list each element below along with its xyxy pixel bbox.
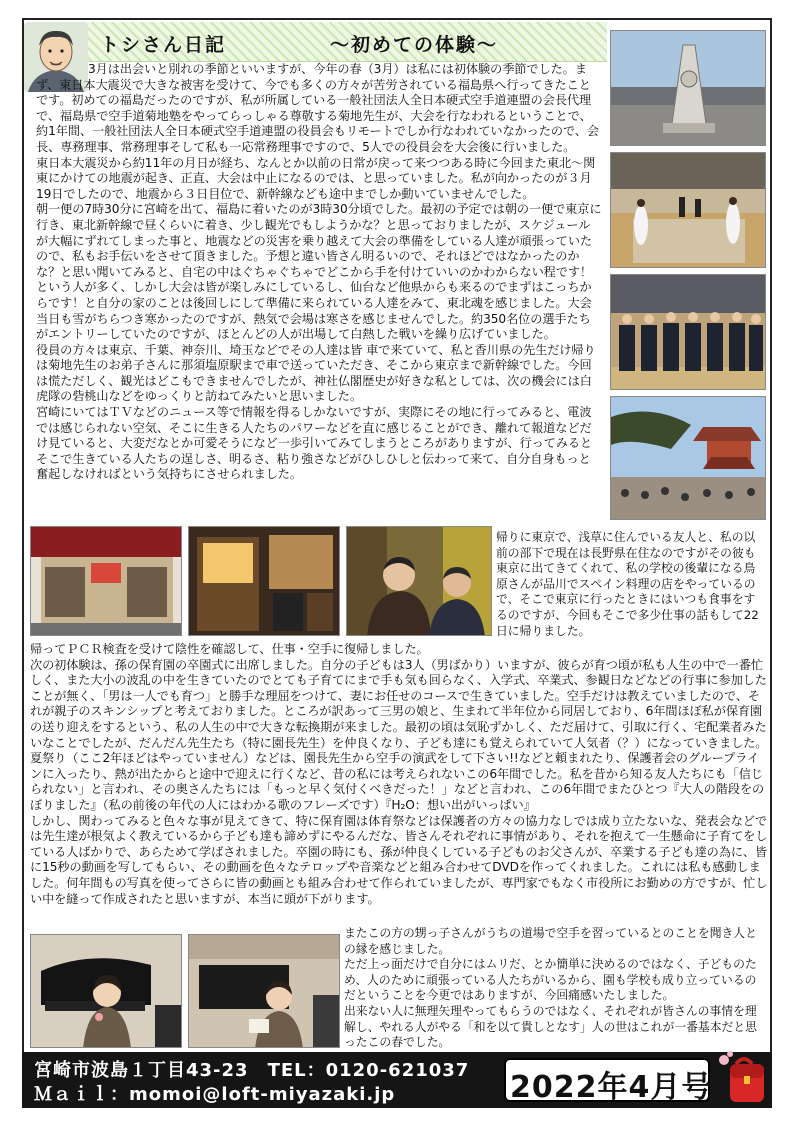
paragraph: 出来ない人に無理矢理やってもらうのではなく、それぞれが皆さんの事情を理解し、やれる人がやる「和を以て貴しとなす」人の世はこれが一番基本だと思ったこの春でした。 [344,1003,757,1050]
paragraph: 東日本大震災から約11年の月日が経ち、なんとか以前の日常が戻って来つつある時に今回また東北～関東にかけての地震が起き、正直、大会は中止になるのでは、と思っていました。私が向かったのが３月19日でしたので、地震から３日目位で、新幹線なども途中までしか動いていませんでした。 [36,155,596,201]
temple-crowd-photo [610,396,766,520]
two-men-restaurant-photo [346,526,492,636]
page-title: トシさん日記 [100,34,227,56]
paragraph: 3月は出会いと別れの季節といいますが、今年の春（3月）は私には初体験の季節でした。まず、東日本大震災で大きな被害を受けて、今でも多くの方々が苦労されている福島県へ行ってきたことです。初めての福島だったのですが、私が所属している一般社団法人全日本硬式空手道連盟の会長代理で、福島県で空手道菊地塾をやってらっしゃる尊敬する菊地先生が、大会を行なわれるということで、約1年間、一般社団法人全日本硬式空手道連盟の役員会もリモートでしか行なわれていなかったので、会長、専務理事、常務理事そして私も一応常務理事ですので、5人での役員会を大会後に行いました。 [36,62,599,154]
station-monument-photo [610,30,766,146]
contact-address: 宮崎市波島１丁目43-23 TEL：0120-621037 [34,1060,470,1081]
article-top [36,62,602,483]
paragraph: 宮崎にいてはＴＶなどのニュース等で情報を得るしかないですが、実際にその地に行ってみると、電波では感じられない空気、そこに生きる人たちのパワーなどを直に感じることができ、離れて報道などだけ見ていると、大変だなとか可愛そうになど一歩引いてみてしまうところがありますが、行ってみるとそこで生きている人たちの逞しさ、明るさ、粘り強さなどがひしひしと伝わって来て、自分自身もっと奮起しなければという気持ちにさせられました。 [36,405,593,482]
graduation-piano-photo-2 [188,934,340,1048]
school-bag-icon [716,1050,772,1106]
graduation-piano-photo-1 [30,934,182,1048]
paragraph: 帰ってＰＣＲ検査を受けて陰性を確認して、仕事・空手に復帰しました。 [30,642,429,656]
paragraph: しかし、関わってみると色々な事が見えてきて、特に保育園は体育祭などは保護者の方々の協力なしでは成り立たないな、発表会などでは先生達が根気よく教えているから子ども達も諦めずにやるんだな、皆さんそれぞれに事情があり、それを抱えて一生懸命に子育てをしている人ばかりで、あらためて学ばされました。卒園の時にも、孫が仲良くしている子どものお父さんが、卒業する子ども達の為に、皆に15秒の動画を写してもらい、その動画を色々なテロップや音楽などと組み合わせてDVDを作ってくれました。これには私も感動しました。何年間もの写真を使ってさらに皆の動画とも組み合わせて作られていましたが、専門家でもなく市役所にお勤めの方ですが、忙しい中を縫って作成されたと思いますが、本当に頭が下がります。 [30,813,768,906]
paragraph: ただ上っ面だけで自分にはムリだ、とか簡単に決めるのではなく、子どものため、人のために頑張っている人たちがいるから、園も学校も成り立っているのだということを今更ではありますが、今回痛感いたしました。 [344,957,757,1003]
contact-email: Ｍａｉｌ：momoi@loft-miyazaki.jp [34,1084,396,1105]
officials-lineup-photo [610,274,766,390]
page-subtitle: ～初めての体験～ [330,34,499,56]
article-mid: 帰りに東京で、浅草に住んでいる友人と、私の以前の部下で現在は長野県在住なのですがその彼も東京に出てきてくれて、私の学校の後輩になる鳥原さんが品川でスペイン料理の店をやっているので、そこで東京に行ったときにはいつも食事をするのですが、今回もそこで多少仕事の話もして22日に帰りました。 [496,530,759,638]
article-bottom [344,926,768,1051]
paragraph: 役員の方々は東京、千葉、神奈川、埼玉などでその人達は皆 車で来ていて、私と香川県の先生だけ帰りは菊地先生のお弟子さんに那須塩原駅まで車で送っていただき、そこから東京まで新幹線でした。今回は慌ただしく、観光はどこもできませんでしたが、神社仏閣歴史が好きな私としては、次の機会には白虎隊の砦桃山などをゆっくりと訪ねてみたいと思いました。 [36,342,596,404]
karate-match-photo [610,152,766,268]
issue-date: 2022年4月号 [510,1070,713,1105]
restaurant-entrance-photo [188,526,340,636]
paragraph: 朝一便の7時30分に宮崎を出て、福島に着いたのが3時30分頃でした。最初の予定では朝の一便で東京に行き、東北新幹線で昼くらいに着き、少し観光でもしようかな？と思っておりましたが、スケジュールが大幅にずれてしまった事と、地震などの災害を乗り越えて大会の準備をしている人達が頑張っていたので、私もお手伝いをさせて頂きました。予想と違い皆さん明るいので、それほどではなかったのかな？と思い聞いてみると、自宅の中はぐちゃぐちゃでどこから手を付けていいのかわからない程です！という人が多く、しかし大会は皆が楽しみにしているし、仙台など他県からも来るのでまずはこっちからです！と自分の家のことは後回しにして準備に来られている人達をみて、東北魂を感じました。大会当日も雪がちらつき寒かったのですが、熱気で会場は寒さを感じませんでした。約350名位の選手たちがエントリーしていたのですが、ほとんどの人が出場して白熱した戦いを繰り広げていました。 [36,202,602,342]
article-main [30,642,768,907]
street-storefront-photo [30,526,182,636]
paragraph: またこの方の甥っ子さんがうちの道場で空手を習っているとのことを聞き人との縁を感じました。 [344,926,757,956]
paragraph: 次の初体験は、孫の保育園の卒園式に出席しました。自分の子どもは3人（男ばかり）いますが、彼らが育つ頃が私も人生の中で一番忙しく、また大小の波乱の中を生きていたのでとても子育てにまで手も気も回らなく、入学式、卒業式、参観日などなどの行事に参加したことが無く、「男は一人でも育つ」と勝手な理屈をつけて、妻にお任せのコースで生きていました。空手だけは教えていましたので、それが親子のスキンシップと考えておりました。ところが訳あって三男の娘と、生まれて半年位から同居しており、6年間ほぼ私が保育園の送り迎えをするという、私の人生の中で大きな転換期が来ました。最初の頃は気恥ずかしく、ただ届けて、引取に行く、宅配業者みたいなことでしたが、だんだん先生たち（特に園長先生）を仲良くなり、子ども達にも覚えられていて人気者（？）になっていきました。夏祭り（ここ2年ほどはやっていません）などは、園長先生から空手の演武をして下さい!!などと頼まれたり、保護者会のグループラインに入ったり、熱が出たからと途中で迎えに行くなど、昔の私には考えられないこの6年間でした。私を昔から知る友人たちにも「信じられない」と言われ、その奥さんたちには「もっと早く気付くべきだった！」などと言われ、この6年間でまたひとつ『大人の階段をのぼりました』（私の前後の年代の人にはわかる歌のフレーズです）『H₂O：想い出がいっぱい』 [30,657,768,812]
